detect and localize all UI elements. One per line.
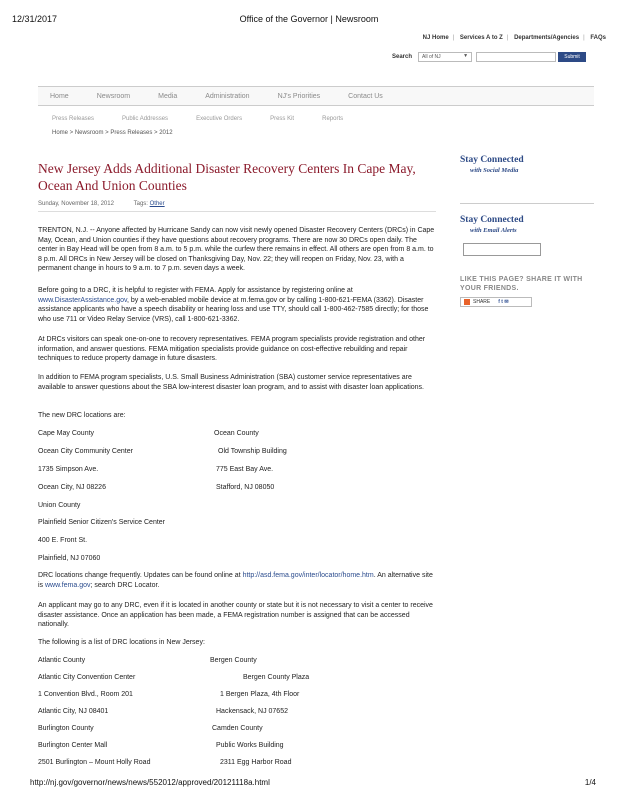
- list-item: Atlantic City, NJ 08401: [38, 708, 109, 715]
- print-date: 12/31/2017: [12, 14, 58, 24]
- list-item: 1 Convention Blvd., Room 201: [38, 691, 133, 698]
- social-title: Stay Connected: [460, 155, 524, 165]
- search-input[interactable]: [476, 52, 556, 62]
- list-item: Burlington County: [38, 725, 94, 732]
- search-submit-button[interactable]: Submit: [558, 52, 586, 62]
- print-title: Office of the Governor | Newsroom: [239, 14, 379, 24]
- paragraph-7: An applicant may go to any DRC, even if it is located in another county or state but it is not necessary to visit a center to receive disaster assistance. Once an application has been made, a FEMA registration number is assigned that can be accessed nationally.: [38, 602, 433, 629]
- breadcrumb[interactable]: Home > Newsroom > Press Releases > 2012: [52, 130, 173, 136]
- email-field[interactable]: [463, 243, 541, 256]
- list-item: Public Works Building: [216, 742, 284, 749]
- util-link-nj-home[interactable]: NJ Home: [422, 35, 449, 41]
- list-item: Bergen County: [210, 657, 257, 664]
- subnav-press-kit[interactable]: Press Kit: [270, 116, 295, 122]
- nav-priorities[interactable]: NJ's Priorities: [277, 92, 321, 100]
- paragraph-3: At DRCs visitors can speak one-on-one to recovery representatives. FEMA program specialists provide registration and other information, and answer questions. FEMA mitigation specialists provide guidance on cost-effective rebuilding and repair techniques to reduce property damage in future disasters.: [38, 336, 426, 363]
- util-link-departments[interactable]: Departments/Agencies: [514, 35, 580, 41]
- footer-url: http://nj.gov/governor/news/news/552012/approved/20121118a.html: [30, 778, 270, 787]
- main-nav: [38, 86, 594, 106]
- share-prompt: LIKE THIS PAGE? SHARE IT WITH YOUR FRIENDS.: [460, 276, 583, 292]
- list-item: Atlantic City Convention Center: [38, 674, 136, 681]
- tag-link[interactable]: Other: [149, 201, 165, 207]
- nav-home[interactable]: Home: [50, 92, 69, 100]
- paragraph-5: The new DRC locations are:: [38, 412, 126, 419]
- fema-locator-link[interactable]: http://asd.fema.gov/inter/locator/home.htm: [242, 572, 374, 579]
- nav-administration[interactable]: Administration: [205, 92, 250, 100]
- chevron-down-icon: ▼: [463, 53, 469, 59]
- divider: [38, 211, 436, 212]
- email-title: Stay Connected: [460, 215, 524, 225]
- list-item: 400 E. Front St.: [38, 537, 88, 544]
- subnav-public-addresses[interactable]: Public Addresses: [122, 116, 169, 122]
- list-item: Ocean City Community Center: [38, 448, 133, 455]
- list-item: Plainfield, NJ 07060: [38, 555, 101, 562]
- nav-newsroom[interactable]: Newsroom: [96, 92, 131, 100]
- paragraph-4: In addition to FEMA program specialists, U.S. Small Business Administration (SBA) customer service representatives are available to answer questions about the SBA low-interest disaster loan program, and to assist with disaster loan applications.: [38, 374, 424, 391]
- search-label: Search: [392, 54, 413, 60]
- paragraph-8: The following is a list of DRC locations in New Jersey:: [38, 639, 205, 646]
- paragraph-1: TRENTON, N.J. -- Anyone affected by Hurricane Sandy can now visit newly opened Disaster Recovery Centers (DRCs) in Cape May, Ocean, and Union counties if they have questions about recovery programs. There are now 30 DRCs open daily. The center in Bay Head will be open from 8 a.m. to 5 p.m. while the curfew there remains in effect. All others are open from 8 a.m. to 8 p.m. All DRCs in New Jersey will be closed on Thanksgiving Day, Nov. 22; they will reopen on Friday, Nov. 23, with a permanent change in hours to 9 a.m. to 7 p.m. seven days a week.: [38, 227, 435, 273]
- tags-label: Tags:: [133, 201, 148, 207]
- sidebar-divider: [460, 203, 594, 204]
- list-item: 2311 Egg Harbor Road: [220, 759, 292, 766]
- disaster-assistance-link[interactable]: www.DisasterAssistance.gov: [38, 296, 127, 304]
- search-scope-select[interactable]: All of NJ ▼: [418, 52, 472, 62]
- list-item: 1735 Simpson Ave.: [38, 466, 99, 473]
- list-item: Ocean County: [214, 430, 259, 437]
- util-link-services[interactable]: Services A to Z: [459, 35, 503, 41]
- list-item: Old Township Building: [218, 448, 287, 455]
- list-item: 775 East Bay Ave.: [216, 466, 274, 473]
- subnav-press-releases[interactable]: Press Releases: [52, 116, 95, 122]
- sub-nav: [38, 112, 594, 126]
- utility-links: NJ Home | Services A to Z | Departments/Agencies | FAQs: [422, 35, 606, 41]
- paragraph-6: DRC locations change frequently. Updates can be found online at http://asd.fema.gov/inter/locator/home.htm. An alternative site is www.fema.gov; search DRC Locator.: [38, 572, 433, 589]
- email-subtitle: with Email Alerts: [470, 227, 517, 234]
- fema-link[interactable]: www.fema.gov: [45, 581, 91, 589]
- search-bar: [392, 51, 586, 63]
- article-date: Sunday, November 18, 2012: [38, 201, 114, 207]
- list-item: Camden County: [212, 725, 263, 732]
- list-item: Plainfield Senior Citizen's Service Center: [38, 519, 166, 526]
- list-item: Union County: [38, 502, 81, 509]
- subnav-executive-orders[interactable]: Executive Orders: [196, 116, 243, 122]
- nav-contact[interactable]: Contact Us: [348, 92, 383, 100]
- list-item: 1 Bergen Plaza, 4th Floor: [220, 691, 300, 698]
- page-title: New Jersey Adds Additional Disaster Recovery Centers In Cape May, Ocean And Union Counties: [38, 161, 416, 193]
- list-item: Bergen County Plaza: [243, 674, 310, 681]
- list-item: Hackensack, NJ 07652: [216, 708, 288, 715]
- social-subtitle[interactable]: with Social Media: [470, 167, 519, 174]
- article-meta: [38, 201, 165, 207]
- share-icon: [464, 299, 470, 305]
- list-item: Burlington Center Mall: [38, 742, 108, 749]
- list-item: Atlantic County: [38, 657, 86, 664]
- list-item: 2501 Burlington – Mount Holly Road: [38, 759, 151, 766]
- list-item: Ocean City, NJ 08226: [38, 484, 106, 491]
- list-item: Stafford, NJ 08050: [216, 484, 275, 491]
- list-item: Cape May County: [38, 430, 95, 437]
- social-icons: f t ✉: [498, 299, 509, 305]
- paragraph-2: Before going to a DRC, it is helpful to register with FEMA. Apply for assistance by registering online at www.DisasterAssistance.gov, by a web-enabled mobile device at m.fema.gov or by calling 1-800-621-FEMA (3362). Disaster assistance applicants who have a speech disability or hearing loss and use TTY, should call 1-800-462-7585 directly; for those who use 711 or Video Relay Service (VRS), call 1-800-621-3362.: [38, 287, 429, 323]
- util-link-faqs[interactable]: FAQs: [590, 35, 606, 41]
- subnav-reports[interactable]: Reports: [322, 116, 344, 122]
- share-button[interactable]: SHARE f t ✉: [460, 297, 532, 307]
- page-number: 1/4: [584, 778, 596, 787]
- nav-media[interactable]: Media: [158, 92, 178, 100]
